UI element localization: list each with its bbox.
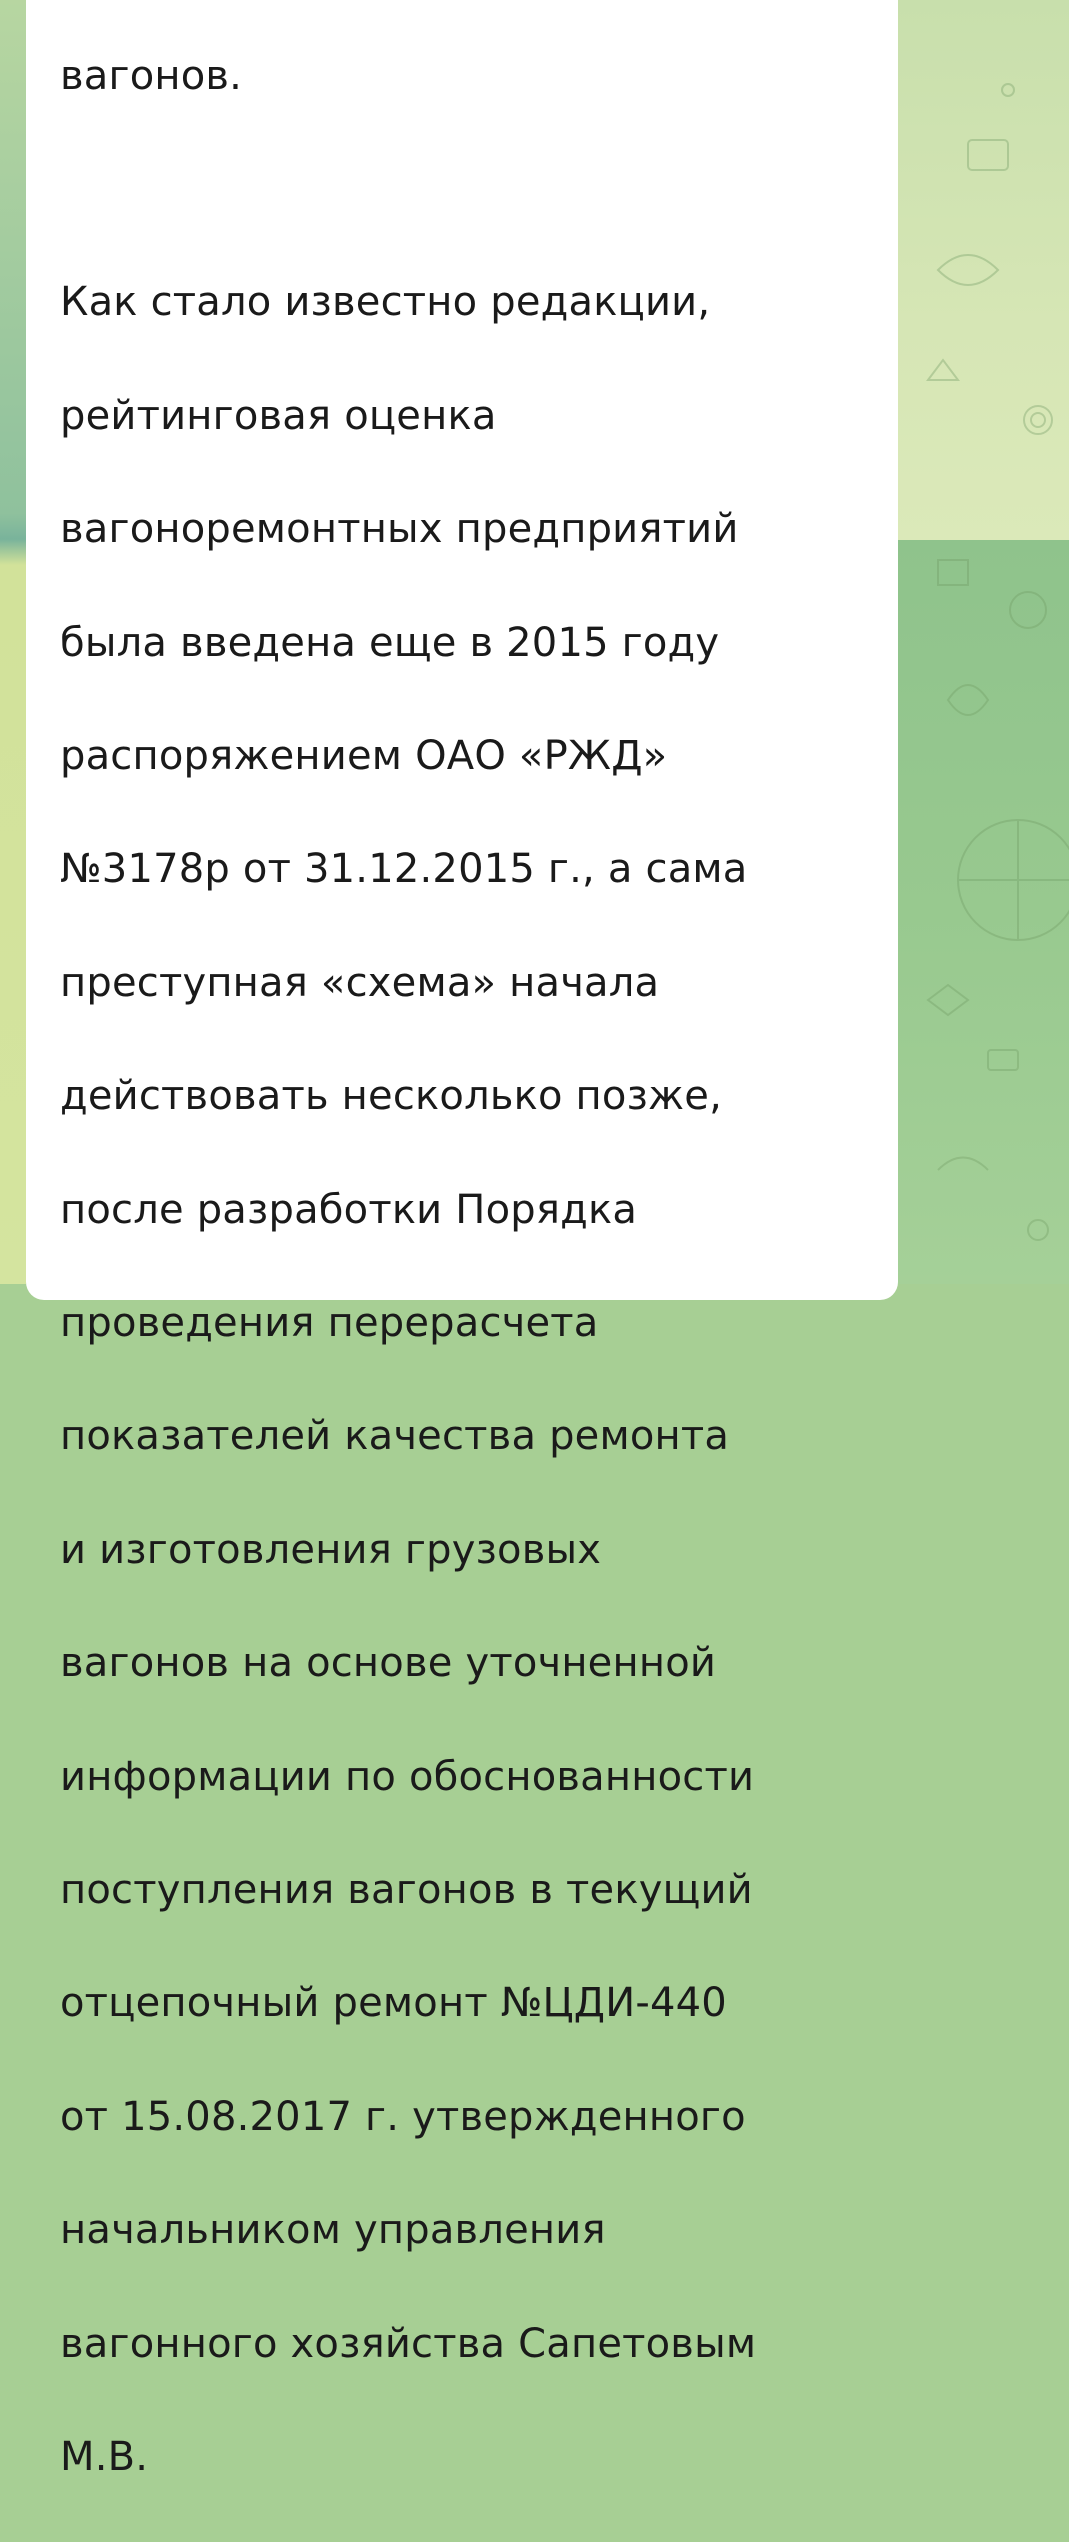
message-line: Как стало известно редакции, [60,279,711,326]
message-line: после разработки Порядка [60,1186,638,1233]
message-line: поступления вагонов в текущий [60,1866,753,1913]
message-line: преступная «схема» начала [60,959,660,1006]
message-line: начальником управления [60,2207,606,2254]
chat-wallpaper-left-edge [0,0,26,1284]
message-line: от 15.08.2017 г. утвержденного [60,2093,746,2140]
message-line: проведения перерасчета [60,1300,599,1346]
message-line: М.В. [60,2433,149,2480]
message-line: вагоноремонтных предприятий [60,506,739,553]
message-line: действовать несколько позже, [60,1073,723,1120]
message-line: распоряжением ОАО «РЖД» [60,733,668,780]
message-line: вагонного хозяйства Сапетовым [60,2320,757,2367]
message-line [60,161,860,218]
message-line: вагонов. [60,52,243,99]
message-line: показателей качества ремонта [60,1413,730,1460]
message-text [60,0,860,2542]
message-line: и изготовления грузовых [60,1526,602,1573]
wallpaper-doodles [898,0,1069,1284]
message-line: отцепочный ремонт №ЦДИ-440 [60,1980,727,2027]
message-line: информации по обоснованности [60,1753,755,1800]
message-line: вагонов на основе уточненной [60,1640,717,1687]
message-line: рейтинговая оценка [60,392,497,439]
message-line: №3178р от 31.12.2015 г., а сама [60,846,748,893]
message-line: была введена еще в 2015 году [60,619,720,666]
